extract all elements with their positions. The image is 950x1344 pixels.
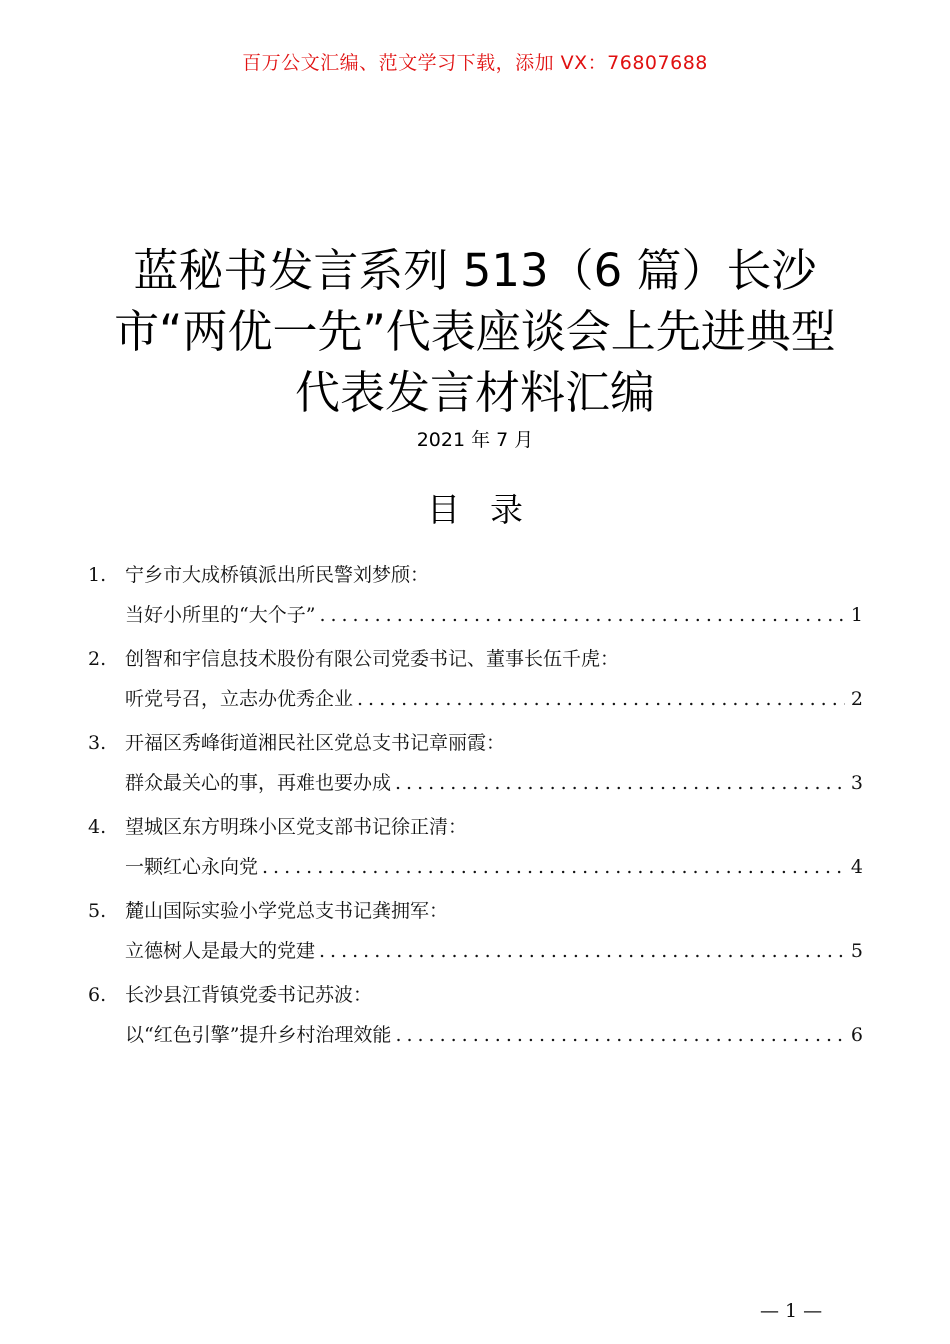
toc-entry-number: 1. — [88, 564, 107, 586]
toc-entry-title[interactable]: 一颗红心永向党 — [125, 856, 259, 878]
toc-dot-leader — [262, 850, 845, 884]
title-line-2: 市“两优一先”代表座谈会上先进典型 — [114, 305, 836, 358]
table-of-contents — [88, 558, 863, 1062]
title-line-1: 蓝秘书发言系列 513（6 篇）长沙 — [133, 244, 817, 297]
toc-entry-author-line — [88, 726, 505, 760]
toc-entry-title[interactable]: 当好小所里的“大个子” — [125, 604, 316, 626]
toc-entry-title[interactable]: 立德树人是最大的党建 — [125, 940, 316, 962]
toc-entry[interactable] — [88, 558, 863, 642]
toc-entry-title-line[interactable] — [125, 598, 863, 632]
toc-entry-number: 4. — [88, 816, 107, 838]
toc-entry-title[interactable]: 群众最关心的事，再难也要办成 — [125, 772, 392, 794]
toc-entry-page[interactable]: 5 — [850, 940, 863, 962]
toc-entry-author: 开福区秀峰街道湘民社区党总支书记章丽霞： — [125, 732, 506, 754]
toc-entry-title-line[interactable] — [125, 766, 863, 800]
toc-entry-author-line — [88, 642, 619, 676]
footer-page-number: — 1 — — [760, 1300, 823, 1322]
toc-entry-title[interactable]: 听党号召，立志办优秀企业 — [125, 688, 354, 710]
toc-dot-leader — [395, 766, 845, 800]
toc-entry-author: 望城区东方明珠小区党支部书记徐正清： — [125, 816, 468, 838]
title-line-3: 代表发言材料汇编 — [294, 366, 655, 419]
toc-heading: 目录 — [427, 490, 553, 529]
toc-entry-page[interactable]: 3 — [850, 772, 863, 794]
document-date: 2021 年 7 月 — [416, 429, 534, 451]
toc-dot-leader — [395, 1018, 845, 1052]
toc-dot-leader — [357, 682, 845, 716]
toc-entry[interactable] — [88, 978, 863, 1062]
toc-entry[interactable] — [88, 726, 863, 810]
toc-entry[interactable] — [88, 642, 863, 726]
toc-entry-author-line — [88, 558, 429, 592]
toc-dot-leader — [319, 598, 845, 632]
toc-entry-author: 宁乡市大成桥镇派出所民警刘梦颀： — [125, 564, 430, 586]
toc-entry-number: 3. — [88, 732, 107, 754]
toc-entry-page[interactable]: 6 — [850, 1024, 863, 1046]
toc-entry-page[interactable]: 4 — [850, 856, 863, 878]
toc-entry-author-line — [88, 978, 372, 1012]
toc-entry-title[interactable]: 以“红色引擎”提升乡村治理效能 — [125, 1024, 392, 1046]
toc-entry-author: 创智和宇信息技术股份有限公司党委书记、董事长伍千虎： — [125, 648, 620, 670]
toc-entry[interactable] — [88, 894, 863, 978]
toc-dot-leader — [319, 934, 845, 968]
toc-entry-author-line — [88, 894, 448, 928]
toc-entry-number: 6. — [88, 984, 107, 1006]
toc-entry-title-line[interactable] — [125, 1018, 863, 1052]
header-banner: 百万公文汇编、范文学习下载，添加 VX：76807688 — [242, 52, 708, 74]
document-title — [100, 240, 850, 423]
toc-entry-title-line[interactable] — [125, 682, 863, 716]
toc-entry-title-line[interactable] — [125, 850, 863, 884]
toc-entry-title-line[interactable] — [125, 934, 863, 968]
toc-entry-number: 5. — [88, 900, 107, 922]
toc-entry[interactable] — [88, 810, 863, 894]
toc-entry-number: 2. — [88, 648, 107, 670]
toc-entry-page[interactable]: 1 — [850, 604, 863, 626]
toc-entry-author-line — [88, 810, 467, 844]
toc-entry-page[interactable]: 2 — [850, 688, 863, 710]
toc-entry-author: 长沙县江背镇党委书记苏波： — [125, 984, 373, 1006]
toc-entry-author: 麓山国际实验小学党总支书记龚拥军： — [125, 900, 449, 922]
